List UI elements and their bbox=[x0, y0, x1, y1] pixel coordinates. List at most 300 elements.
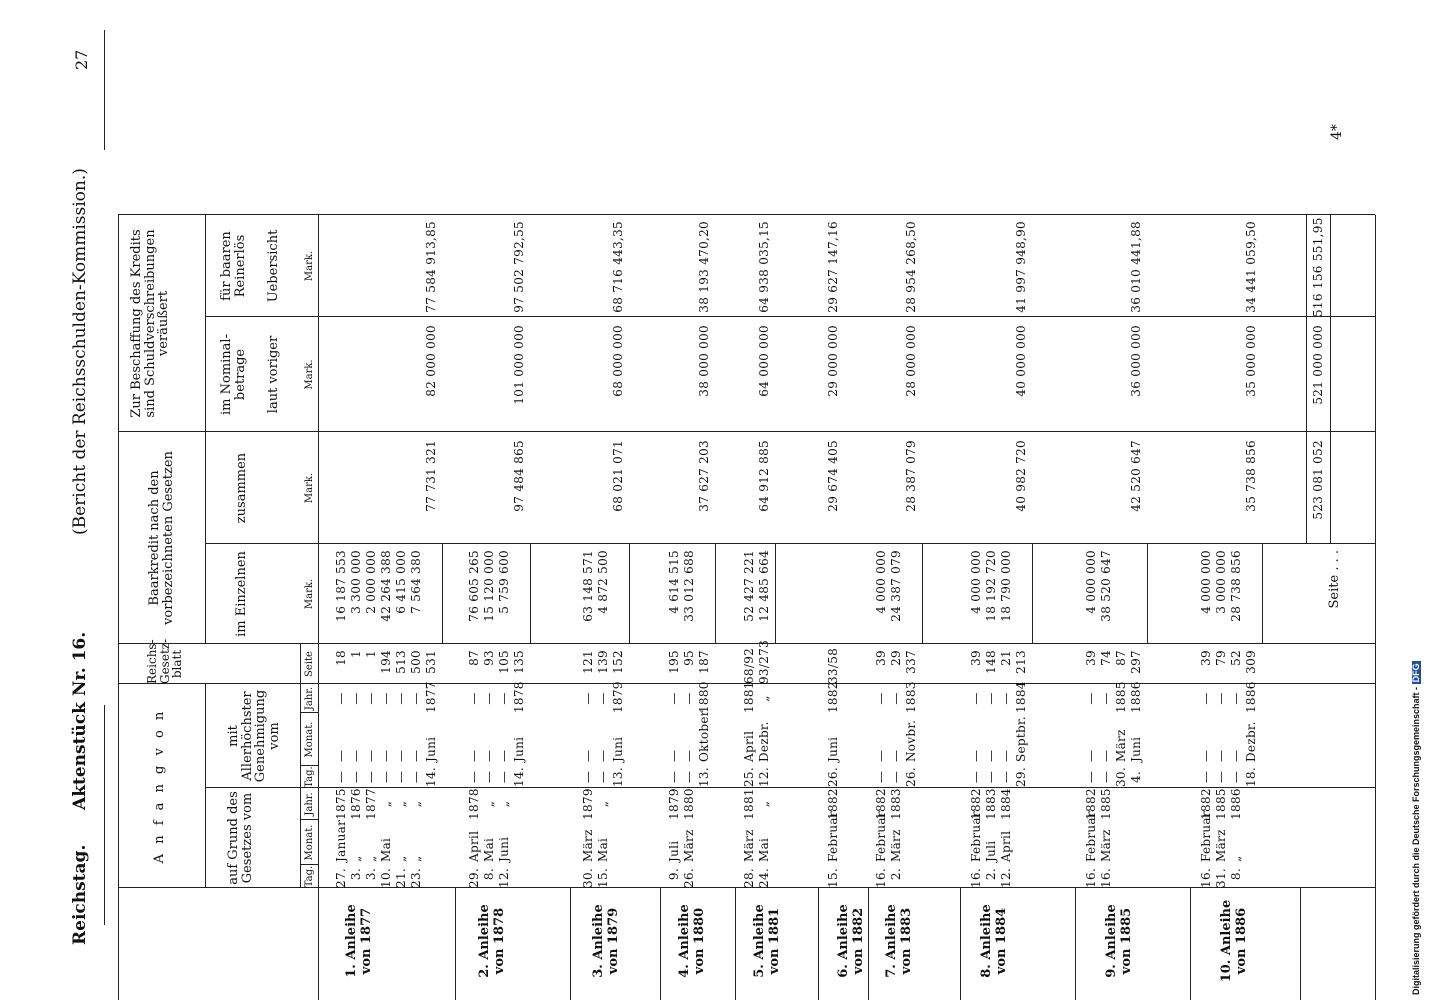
gesetzblatt-seite: 194 bbox=[379, 650, 393, 674]
genehmigung-tag: 25. bbox=[742, 767, 756, 787]
genehmigung-tag: — bbox=[364, 770, 378, 784]
header-seite: Seite bbox=[304, 651, 315, 677]
col-rule bbox=[205, 543, 1375, 544]
totals-rule bbox=[1306, 215, 1307, 544]
nominal-betrag: 28 000 000 bbox=[904, 325, 918, 397]
genehmigung-tag: 26. bbox=[826, 767, 840, 787]
genehmigung-tag: — bbox=[1229, 770, 1243, 784]
gesetz-monat: „ bbox=[394, 855, 408, 862]
dfg-logo: DFG bbox=[1411, 663, 1421, 683]
genehmigung-monat: — bbox=[1229, 749, 1243, 762]
einzeln-betrag: 24 387 079 bbox=[889, 550, 903, 622]
einzeln-betrag: 38 520 647 bbox=[1099, 550, 1113, 622]
signature-mark: 4* bbox=[1329, 124, 1345, 140]
table-bottom-rule bbox=[1375, 215, 1376, 1000]
gesetzblatt-seite: 79 bbox=[1214, 650, 1228, 666]
gesetz-monat: April bbox=[467, 830, 481, 862]
genehmigung-jahr: — bbox=[1199, 692, 1213, 705]
genehmigung-monat: Dezbr. bbox=[1244, 721, 1258, 762]
genehmigung-jahr: — bbox=[1214, 692, 1228, 705]
gesetz-tag: 3. bbox=[349, 868, 363, 881]
gesetz-monat: Juni bbox=[497, 836, 511, 862]
gesetzblatt-seite: 87 bbox=[467, 650, 481, 666]
header-gesetzblatt: Reichs-Gesetz-blatt bbox=[145, 638, 185, 684]
header-bottom-rule bbox=[318, 215, 319, 1000]
einzeln-betrag: 63 148 571 bbox=[581, 550, 595, 622]
zusammen-betrag: 37 627 203 bbox=[697, 440, 711, 512]
row-label: 9. Anleihe von 1885 bbox=[1104, 904, 1134, 978]
reinerloes-betrag: 64 938 035,15 bbox=[757, 221, 771, 313]
row-separator bbox=[960, 888, 961, 1000]
gesetz-tag: 16. bbox=[1084, 868, 1098, 888]
row-label: 5. Anleihe von 1881 bbox=[752, 904, 782, 978]
gesetz-monat: März bbox=[682, 829, 696, 862]
einzeln-betrag: 7 564 380 bbox=[409, 550, 423, 614]
einzeln-betrag: 52 427 221 bbox=[742, 550, 756, 622]
header-nominal: im Nominal-betrage bbox=[219, 334, 248, 415]
genehmigung-monat: April bbox=[742, 730, 756, 762]
gesetzblatt-seite: 29 bbox=[889, 650, 903, 666]
zusammen-betrag: 77 731 321 bbox=[424, 440, 438, 512]
genehmigung-tag: 30. bbox=[1114, 767, 1128, 787]
genehmigung-jahr: — bbox=[969, 692, 983, 705]
genehmigung-monat: Septbr. bbox=[1014, 716, 1028, 762]
genehmigung-tag: — bbox=[581, 770, 595, 784]
genehmigung-jahr: 1883 bbox=[904, 681, 918, 713]
gesetz-jahr: „ bbox=[409, 800, 423, 808]
genehmigung-monat: — bbox=[1214, 749, 1228, 762]
genehmigung-tag: — bbox=[682, 770, 696, 784]
gesetz-monat: Februar bbox=[969, 811, 983, 862]
gesetzblatt-seite: 297 bbox=[1129, 650, 1143, 674]
genehmigung-jahr: 1884 bbox=[1014, 681, 1028, 713]
nominal-betrag: 82 000 000 bbox=[424, 325, 438, 397]
gesetz-tag: 16. bbox=[874, 868, 888, 888]
sum-rule bbox=[1262, 544, 1263, 644]
header-beschaffung: Zur Beschaffung des Kredits sind Schuldverschreibungen veräußert bbox=[129, 229, 172, 418]
einzeln-betrag: 3 300 000 bbox=[349, 550, 363, 614]
genehmigung-monat: — bbox=[497, 749, 511, 762]
genehmigung-jahr: — bbox=[889, 692, 903, 705]
reinerloes-betrag: 68 716 443,35 bbox=[611, 221, 625, 313]
genehmigung-jahr: — bbox=[379, 692, 393, 705]
reinerloes-betrag: 41 997 948,90 bbox=[1014, 221, 1028, 313]
genehmigung-monat: März bbox=[1114, 729, 1128, 762]
side-note-text: Digitalisierung gefördert durch die Deutsche Forschungsgemeinschaft - bbox=[1411, 686, 1421, 995]
genehmigung-monat: — bbox=[482, 749, 496, 762]
gesetz-tag: 15. bbox=[596, 868, 610, 888]
genehmigung-tag: — bbox=[349, 770, 363, 784]
genehmigung-monat: Juni bbox=[1129, 736, 1143, 762]
genehmigung-monat: — bbox=[364, 749, 378, 762]
gesetz-jahr: „ bbox=[497, 800, 511, 808]
dfg-side-note bbox=[1412, 661, 1421, 995]
reinerloes-betrag: 36 010 441,88 bbox=[1129, 221, 1143, 313]
genehmigung-jahr: — bbox=[1084, 692, 1098, 705]
gesetz-monat: Februar bbox=[1084, 811, 1098, 862]
gesetz-monat: Juli bbox=[667, 840, 681, 862]
gesetz-monat: März bbox=[581, 829, 595, 862]
genehmigung-jahr: — bbox=[874, 692, 888, 705]
einzeln-betrag: 15 120 000 bbox=[482, 550, 496, 622]
genehmigung-tag: 4. bbox=[1129, 770, 1143, 784]
genehmigung-tag: — bbox=[999, 770, 1013, 784]
genehmigung-monat: — bbox=[334, 749, 348, 762]
header-mark: Mark. bbox=[304, 250, 315, 282]
header-zusammen: zusammen bbox=[234, 452, 249, 524]
reinerloes-betrag: 29 627 147,16 bbox=[826, 221, 840, 313]
gesetz-tag: 24. bbox=[757, 868, 771, 888]
genehmigung-tag: 26. bbox=[904, 767, 918, 787]
genehmigung-monat: — bbox=[394, 749, 408, 762]
genehmigung-tag: — bbox=[394, 770, 408, 784]
gesetz-monat: April bbox=[999, 830, 1013, 862]
gesetz-monat: Februar bbox=[874, 811, 888, 862]
gesetzblatt-seite: 195 bbox=[667, 650, 681, 674]
genehmigung-monat: Dezbr. bbox=[757, 721, 771, 762]
gesetz-jahr: 1877 bbox=[364, 788, 378, 820]
genehmigung-jahr: — bbox=[364, 692, 378, 705]
row-separator bbox=[868, 888, 869, 1000]
genehmigung-tag: — bbox=[969, 770, 983, 784]
header-mark: Mark. bbox=[304, 472, 315, 504]
row-separator bbox=[1300, 888, 1301, 1000]
gesetzblatt-seite: 95 bbox=[682, 650, 696, 666]
gesetz-jahr: 1886 bbox=[1229, 788, 1243, 820]
row-label: 3. Anleihe von 1879 bbox=[591, 904, 621, 978]
genehmigung-jahr: — bbox=[596, 692, 610, 705]
genehmigung-tag: — bbox=[1099, 770, 1113, 784]
gesetz-monat: März bbox=[889, 829, 903, 862]
sum-rule bbox=[530, 544, 531, 644]
gesetzblatt-seite: 39 bbox=[969, 650, 983, 666]
gesetz-jahr: „ bbox=[482, 800, 496, 808]
gesetz-monat: Februar bbox=[826, 811, 840, 862]
gesetz-tag: 3. bbox=[364, 868, 378, 881]
genehmigung-jahr: 1879 bbox=[611, 681, 625, 713]
gesetzblatt-seite: 74 bbox=[1099, 650, 1113, 666]
header-gesetz: auf Grund des Gesetzes vom bbox=[226, 791, 255, 885]
gesetz-tag: 16. bbox=[969, 868, 983, 888]
row-label: 7. Anleihe von 1883 bbox=[884, 904, 914, 978]
nominal-betrag: 38 000 000 bbox=[697, 325, 711, 397]
gesetzblatt-seite: 39 bbox=[1084, 650, 1098, 666]
gesetz-tag: 12. bbox=[999, 868, 1013, 888]
header-einzelnen: im Einzelnen bbox=[234, 551, 249, 637]
genehmigung-tag: — bbox=[467, 770, 481, 784]
gesetz-tag: 2. bbox=[984, 868, 998, 881]
header-monat: Monat. bbox=[304, 824, 315, 861]
gesetz-jahr: 1881 bbox=[742, 788, 756, 820]
gesetz-jahr: 1882 bbox=[969, 788, 983, 820]
page-number-underline bbox=[104, 30, 105, 150]
einzeln-betrag: 33 012 688 bbox=[682, 550, 696, 622]
gesetzblatt-seite: 121 bbox=[581, 650, 595, 674]
aktenstueck-title: Aktenstück Nr. 16. bbox=[70, 631, 90, 810]
sum-rule bbox=[1032, 544, 1033, 644]
genehmigung-jahr: 1878 bbox=[512, 681, 526, 713]
genehmigung-jahr: — bbox=[482, 692, 496, 705]
genehmigung-jahr: — bbox=[497, 692, 511, 705]
genehmigung-monat: Juni bbox=[826, 736, 840, 762]
gesetz-tag: 29. bbox=[467, 868, 481, 888]
zusammen-betrag: 29 674 405 bbox=[826, 440, 840, 512]
genehmigung-tag: 14. bbox=[424, 767, 438, 787]
genehmigung-monat: Novbr. bbox=[904, 719, 918, 762]
genehmigung-monat: — bbox=[467, 749, 481, 762]
gesetz-jahr: 1882 bbox=[874, 788, 888, 820]
gesetz-tag: 10. bbox=[379, 868, 393, 888]
genehmigung-jahr: — bbox=[409, 692, 423, 705]
einzeln-betrag: 18 192 720 bbox=[984, 550, 998, 622]
gesetzblatt-seite: 87 bbox=[1114, 650, 1128, 666]
gesetz-jahr: 1880 bbox=[682, 788, 696, 820]
sum-rule bbox=[629, 544, 630, 644]
genehmigung-tag: — bbox=[1084, 770, 1098, 784]
genehmigung-tag: — bbox=[889, 770, 903, 784]
zusammen-betrag: 35 738 856 bbox=[1244, 440, 1258, 512]
gesetz-tag: 9. bbox=[667, 868, 681, 881]
genehmigung-monat: — bbox=[1099, 749, 1113, 762]
einzeln-betrag: 18 790 000 bbox=[999, 550, 1013, 622]
sum-rule bbox=[442, 544, 443, 644]
gesetz-tag: 8. bbox=[1229, 868, 1243, 881]
genehmigung-tag: — bbox=[482, 770, 496, 784]
genehmigung-monat: Juni bbox=[611, 736, 625, 762]
gesetz-monat: März bbox=[742, 829, 756, 862]
einzeln-betrag: 4 614 515 bbox=[667, 550, 681, 614]
gesetzblatt-seite: 500 bbox=[409, 650, 423, 674]
gesetzblatt-seite: 213 bbox=[1014, 650, 1028, 674]
gesetz-monat: Mai bbox=[596, 837, 610, 862]
genehmigung-tag: 13. bbox=[697, 767, 711, 787]
row-separator bbox=[735, 888, 736, 1000]
gesetz-tag: 12. bbox=[497, 868, 511, 888]
genehmigung-jahr: — bbox=[467, 692, 481, 705]
gesetz-monat: Mai bbox=[379, 837, 393, 862]
gesetz-tag: 28. bbox=[742, 868, 756, 888]
genehmigung-tag: — bbox=[1214, 770, 1228, 784]
gesetz-monat: März bbox=[1099, 829, 1113, 862]
header-tag: Tag. bbox=[304, 865, 315, 888]
gesetz-jahr: 1875 bbox=[334, 788, 348, 820]
rule bbox=[300, 644, 301, 888]
row-separator bbox=[1190, 888, 1191, 1000]
gesetz-monat: Juli bbox=[984, 840, 998, 862]
gesetzblatt-seite: 93 bbox=[482, 650, 496, 666]
gesetzblatt-seite: 337 bbox=[904, 650, 918, 674]
gesetz-monat: „ bbox=[364, 855, 378, 862]
header-baaren: für baaren Reinerlös bbox=[219, 231, 248, 301]
gesetzblatt-seite: 531 bbox=[424, 650, 438, 674]
genehmigung-monat: Juni bbox=[424, 736, 438, 762]
bericht-title: (Bericht der Reichsschulden-Kommission.) bbox=[70, 168, 90, 535]
gesetz-jahr: 1882 bbox=[1199, 788, 1213, 820]
header-monat: Monat. bbox=[304, 721, 315, 758]
genehmigung-monat: — bbox=[1199, 749, 1213, 762]
genehmigung-jahr: „ bbox=[757, 695, 771, 702]
genehmigung-monat: — bbox=[1084, 749, 1098, 762]
genehmigung-jahr: 1885 bbox=[1114, 681, 1128, 713]
genehmigung-tag: — bbox=[409, 770, 423, 784]
gesetz-jahr: 1878 bbox=[467, 788, 481, 820]
gesetzblatt-seite: 52 bbox=[1229, 650, 1243, 666]
reinerloes-betrag: 38 193 470,20 bbox=[697, 221, 711, 313]
gesetzblatt-seite: 21 bbox=[999, 650, 1013, 666]
genehmigung-monat: Oktober bbox=[697, 710, 711, 762]
gesetz-tag: 2. bbox=[889, 868, 903, 881]
einzeln-betrag: 4 000 000 bbox=[1199, 550, 1213, 614]
genehmigung-jahr: — bbox=[349, 692, 363, 705]
row-label: 1. Anleihe von 1877 bbox=[344, 904, 374, 978]
gesetz-jahr: 1882 bbox=[1084, 788, 1098, 820]
gesetz-jahr: 1876 bbox=[349, 788, 363, 820]
gesetzblatt-seite: 33/58 bbox=[826, 647, 840, 684]
row-label: 6. Anleihe von 1882 bbox=[836, 904, 866, 978]
gesetz-jahr: „ bbox=[394, 800, 408, 808]
total-reinerloes: 516 156 551,95 bbox=[1311, 217, 1325, 317]
nominal-betrag: 68 000 000 bbox=[611, 325, 625, 397]
genehmigung-monat: — bbox=[596, 749, 610, 762]
einzeln-betrag: 42 264 388 bbox=[379, 550, 393, 622]
gesetzblatt-seite: 68/92 bbox=[742, 647, 756, 684]
genehmigung-monat: — bbox=[889, 749, 903, 762]
genehmigung-monat: Juni bbox=[512, 736, 526, 762]
header-baarkredit: Baarkredit nach den vorbezeichneten Gesetzen bbox=[147, 451, 176, 625]
gesetz-monat: Januar bbox=[334, 819, 348, 862]
einzeln-betrag: 4 872 500 bbox=[596, 550, 610, 614]
gesetzblatt-seite: 1 bbox=[349, 650, 363, 658]
genehmigung-jahr: — bbox=[581, 692, 595, 705]
einzeln-betrag: 4 000 000 bbox=[874, 550, 888, 614]
gesetz-tag: 16. bbox=[1199, 868, 1213, 888]
genehmigung-tag: 18. bbox=[1244, 767, 1258, 787]
reichstag-heading: Reichstag. bbox=[70, 844, 90, 945]
header-uebersicht: Uebersicht bbox=[266, 229, 281, 303]
gesetz-monat: März bbox=[1214, 829, 1228, 862]
header-mark: Mark. bbox=[304, 578, 315, 610]
gesetz-tag: 15. bbox=[826, 868, 840, 888]
header-anfang: A n f a n g v o n bbox=[152, 708, 167, 864]
totals-bottom-rule bbox=[1330, 215, 1331, 544]
gesetz-tag: 31. bbox=[1214, 868, 1228, 888]
genehmigung-tag: — bbox=[874, 770, 888, 784]
genehmigung-jahr: 1880 bbox=[697, 681, 711, 713]
gesetz-monat: „ bbox=[409, 855, 423, 862]
einzeln-betrag: 12 485 664 bbox=[757, 550, 771, 622]
gesetz-jahr: 1883 bbox=[889, 788, 903, 820]
col-rule bbox=[205, 316, 1375, 317]
header-jahr: Jahr. bbox=[304, 792, 315, 816]
einzeln-betrag: 4 000 000 bbox=[969, 550, 983, 614]
genehmigung-tag: 13. bbox=[611, 767, 625, 787]
genehmigung-tag: — bbox=[379, 770, 393, 784]
gesetzblatt-seite: 105 bbox=[497, 650, 511, 674]
seite-label: Seite . . . bbox=[1327, 550, 1342, 609]
zusammen-betrag: 68 021 071 bbox=[611, 440, 625, 512]
genehmigung-jahr: 1877 bbox=[424, 681, 438, 713]
genehmigung-tag: — bbox=[497, 770, 511, 784]
nominal-betrag: 35 000 000 bbox=[1244, 325, 1258, 397]
genehmigung-jahr: 1882 bbox=[826, 681, 840, 713]
gesetzblatt-seite: 148 bbox=[984, 650, 998, 674]
row-separator bbox=[660, 888, 661, 1000]
gesetz-jahr: 1882 bbox=[826, 788, 840, 820]
genehmigung-monat: — bbox=[667, 749, 681, 762]
genehmigung-jahr: — bbox=[999, 692, 1013, 705]
rule bbox=[205, 215, 206, 432]
header-tag: Tag. bbox=[304, 766, 315, 788]
genehmigung-jahr: — bbox=[334, 692, 348, 705]
gesetzblatt-seite: 18 bbox=[334, 650, 348, 666]
gesetz-jahr: „ bbox=[596, 800, 610, 808]
genehmigung-tag: 29. bbox=[1014, 767, 1028, 787]
row-separator bbox=[570, 888, 571, 1000]
rule bbox=[205, 432, 206, 644]
table-top-rule bbox=[118, 215, 119, 1000]
page-number: 27 bbox=[72, 49, 91, 70]
genehmigung-jahr: — bbox=[667, 692, 681, 705]
gesetz-tag: 27. bbox=[334, 868, 348, 888]
gesetzblatt-seite: 152 bbox=[611, 650, 625, 674]
zusammen-betrag: 40 982 720 bbox=[1014, 440, 1028, 512]
gesetzblatt-seite: 187 bbox=[697, 650, 711, 674]
nominal-betrag: 36 000 000 bbox=[1129, 325, 1143, 397]
sum-rule bbox=[922, 544, 923, 644]
row-label: 4. Anleihe von 1880 bbox=[677, 904, 707, 978]
gesetzblatt-seite: 135 bbox=[512, 650, 526, 674]
genehmigung-monat: — bbox=[349, 749, 363, 762]
gesetzblatt-seite: 93/273 bbox=[757, 639, 771, 684]
sum-rule bbox=[715, 544, 716, 644]
sum-rule bbox=[775, 544, 776, 644]
genehmigung-tag: — bbox=[984, 770, 998, 784]
einzeln-betrag: 3 000 000 bbox=[1214, 550, 1228, 614]
gesetz-tag: 23. bbox=[409, 868, 423, 888]
gesetzblatt-seite: 1 bbox=[364, 650, 378, 658]
einzeln-betrag: 6 415 000 bbox=[394, 550, 408, 614]
row-label: 10. Anleihe von 1886 bbox=[1219, 899, 1249, 983]
header-genehmigung: mit Allerhöchster Genehmigung vom bbox=[226, 689, 282, 783]
nominal-betrag: 64 000 000 bbox=[757, 325, 771, 397]
reinerloes-betrag: 97 502 792,55 bbox=[512, 221, 526, 313]
genehmigung-monat: — bbox=[379, 749, 393, 762]
row-separator bbox=[455, 888, 456, 1000]
genehmigung-monat: — bbox=[682, 749, 696, 762]
genehmigung-monat: — bbox=[984, 749, 998, 762]
genehmigung-jahr: — bbox=[1229, 692, 1243, 705]
gesetz-monat: Mai bbox=[482, 837, 496, 862]
zusammen-betrag: 42 520 647 bbox=[1129, 440, 1143, 512]
einzeln-betrag: 76 605 265 bbox=[467, 550, 481, 622]
title-underline bbox=[104, 705, 105, 925]
genehmigung-tag: — bbox=[334, 770, 348, 784]
gesetz-monat: „ bbox=[1229, 855, 1243, 862]
reinerloes-betrag: 28 954 268,50 bbox=[904, 221, 918, 313]
row-separator bbox=[1075, 888, 1076, 1000]
gesetz-monat: Mai bbox=[757, 837, 771, 862]
gesetz-jahr: 1879 bbox=[667, 788, 681, 820]
reinerloes-betrag: 77 584 913,85 bbox=[424, 221, 438, 313]
gesetz-jahr: „ bbox=[757, 800, 771, 808]
genehmigung-tag: 12. bbox=[757, 767, 771, 787]
row-label: 2. Anleihe von 1878 bbox=[477, 904, 507, 978]
gesetz-tag: 26. bbox=[682, 868, 696, 888]
genehmigung-jahr: — bbox=[984, 692, 998, 705]
einzeln-betrag: 16 187 553 bbox=[334, 550, 348, 622]
gesetzblatt-seite: 513 bbox=[394, 650, 408, 674]
gesetz-tag: 16. bbox=[1099, 868, 1113, 888]
